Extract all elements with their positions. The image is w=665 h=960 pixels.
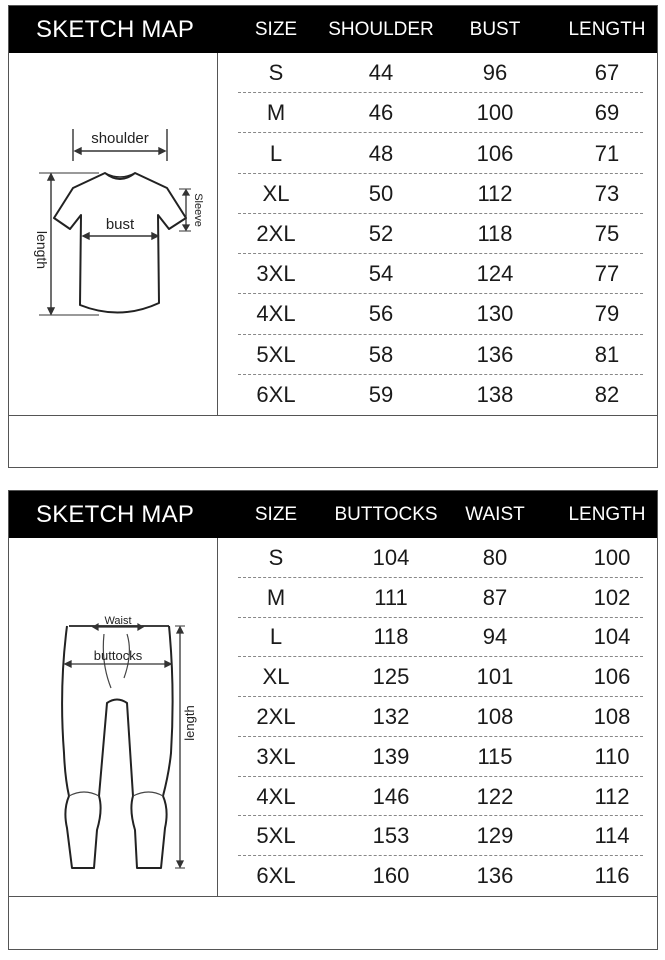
- table-row: [218, 538, 657, 578]
- pants-sketch-panel: [9, 538, 218, 896]
- length-cell: 69: [594, 100, 620, 126]
- length-cell: 106: [593, 664, 631, 690]
- tshirt-col-length: LENGTH: [568, 19, 646, 40]
- length-cell: 114: [594, 823, 630, 849]
- size-cell: S: [268, 544, 284, 570]
- length-cell: 82: [594, 381, 620, 407]
- table-row: [218, 578, 657, 618]
- length-cell: 81: [594, 341, 620, 367]
- table-row: [218, 375, 657, 415]
- table-row: [218, 737, 657, 777]
- buttocks-cell: 111: [374, 584, 408, 610]
- length-cell: 77: [594, 261, 620, 287]
- size-cell: S: [268, 60, 284, 86]
- buttocks-cell: 132: [372, 703, 410, 729]
- pants-length-label: length: [182, 705, 197, 741]
- shoulder-cell: 48: [368, 140, 394, 166]
- tshirt-col-size: SIZE: [254, 19, 298, 40]
- size-cell: XL: [262, 180, 290, 206]
- waist-cell: 136: [476, 863, 514, 889]
- shoulder-cell: 59: [368, 381, 394, 407]
- tshirt-outline: [54, 173, 186, 313]
- size-cell: L: [269, 624, 283, 650]
- table-row: [218, 335, 657, 375]
- bust-cell: 124: [476, 261, 514, 287]
- waist-cell: 129: [476, 823, 514, 849]
- size-cell: 6XL: [256, 381, 296, 407]
- bust-cell: 112: [477, 180, 513, 206]
- shoulder-label: shoulder: [91, 130, 149, 147]
- size-cell: 5XL: [256, 341, 296, 367]
- table-row: [218, 53, 657, 93]
- waist-cell: 80: [482, 544, 508, 570]
- tshirt-col-bust: BUST: [469, 19, 521, 40]
- table-row: [218, 618, 657, 658]
- size-cell: 6XL: [256, 863, 296, 889]
- tshirt-sketch-panel: [9, 53, 218, 415]
- pants-col-size: SIZE: [254, 504, 298, 525]
- tshirt-size-chart: [8, 5, 658, 468]
- pants-chart-footer: [9, 896, 657, 950]
- length-cell: 104: [593, 624, 631, 650]
- pants-chart-title: SKETCH MAP: [36, 501, 195, 528]
- table-row: [218, 856, 657, 896]
- buttocks-cell: 160: [372, 863, 410, 889]
- table-row: [218, 657, 657, 697]
- size-cell: 4XL: [256, 301, 296, 327]
- length-cell: 75: [594, 220, 620, 246]
- length-cell: 102: [593, 584, 631, 610]
- length-cell: 67: [594, 60, 620, 86]
- length-cell: 110: [594, 743, 630, 769]
- table-row: [218, 174, 657, 214]
- length-cell: 116: [594, 863, 630, 889]
- bust-cell: 106: [476, 140, 514, 166]
- shoulder-cell: 44: [368, 60, 394, 86]
- waist-cell: 115: [477, 743, 513, 769]
- bust-label: bust: [105, 216, 135, 233]
- size-cell: M: [266, 100, 286, 126]
- length-cell: 79: [594, 301, 620, 327]
- table-row: [218, 697, 657, 737]
- table-row: [218, 254, 657, 294]
- waist-cell: 108: [476, 703, 514, 729]
- table-row: [218, 214, 657, 254]
- pants-chart-header: [9, 491, 657, 538]
- bust-cell: 130: [476, 301, 514, 327]
- shoulder-cell: 58: [368, 341, 394, 367]
- pants-diagram: [9, 538, 217, 896]
- sleeve-label: Sleeve: [192, 193, 204, 227]
- table-row: [218, 816, 657, 856]
- waist-cell: 101: [476, 664, 514, 690]
- length-cell: 108: [593, 703, 631, 729]
- buttocks-cell: 146: [372, 783, 410, 809]
- buttocks-cell: 153: [372, 823, 410, 849]
- buttocks-label: buttocks: [93, 648, 143, 663]
- tshirt-chart-title: SKETCH MAP: [36, 16, 195, 43]
- waist-cell: 94: [482, 624, 508, 650]
- size-cell: 2XL: [256, 220, 296, 246]
- pants-col-length: LENGTH: [568, 504, 646, 525]
- pants-col-waist: WAIST: [465, 504, 525, 525]
- size-cell: 4XL: [256, 783, 296, 809]
- length-cell: 112: [594, 783, 630, 809]
- table-row: [218, 93, 657, 133]
- bust-cell: 138: [476, 381, 514, 407]
- length-label: length: [34, 230, 50, 270]
- size-cell: 3XL: [256, 261, 296, 287]
- buttocks-cell: 118: [373, 624, 409, 650]
- length-cell: 100: [593, 544, 631, 570]
- size-cell: M: [266, 584, 286, 610]
- length-cell: 71: [594, 140, 620, 166]
- table-row: [218, 777, 657, 817]
- tshirt-chart-header: [9, 6, 657, 53]
- size-cell: 2XL: [256, 703, 296, 729]
- bust-cell: 100: [476, 100, 514, 126]
- bust-cell: 136: [476, 341, 514, 367]
- size-cell: 5XL: [256, 823, 296, 849]
- buttocks-cell: 104: [372, 544, 410, 570]
- tshirt-diagram: [9, 53, 217, 415]
- size-cell: L: [269, 140, 283, 166]
- shoulder-cell: 54: [368, 261, 394, 287]
- pants-col-buttocks: BUTTOCKS: [334, 504, 438, 525]
- buttocks-cell: 139: [372, 743, 410, 769]
- size-cell: 3XL: [256, 743, 296, 769]
- bust-cell: 118: [477, 220, 513, 246]
- size-cell: XL: [262, 664, 290, 690]
- waist-cell: 87: [482, 584, 508, 610]
- shoulder-cell: 56: [368, 301, 394, 327]
- shoulder-cell: 46: [368, 100, 394, 126]
- table-row: [218, 294, 657, 334]
- buttocks-cell: 125: [372, 664, 410, 690]
- shoulder-cell: 50: [368, 180, 394, 206]
- tshirt-chart-footer: [9, 415, 657, 468]
- length-cell: 73: [594, 180, 620, 206]
- waist-cell: 122: [476, 783, 514, 809]
- bust-cell: 96: [482, 60, 508, 86]
- waist-label: Waist: [104, 615, 132, 627]
- tshirt-col-shoulder: SHOULDER: [328, 19, 434, 40]
- shoulder-cell: 52: [368, 220, 394, 246]
- table-row: [218, 133, 657, 173]
- pants-size-chart: [8, 490, 658, 950]
